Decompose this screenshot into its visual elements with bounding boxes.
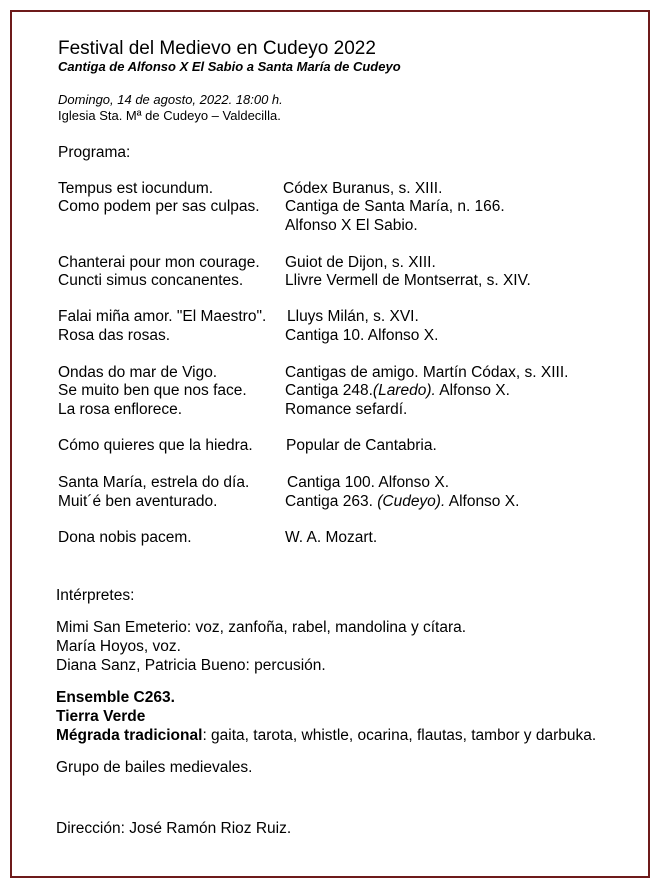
program-work: Cómo quieres que la hiedra. (58, 437, 253, 454)
program-source: Lluys Milán, s. XVI. (287, 308, 419, 325)
megrada-instruments: : gaita, tarota, whistle, ocarina, flautas, tambor y darbuka. (202, 727, 597, 744)
program-source-c: Alfonso X. (445, 493, 520, 510)
program-source-a: Cantiga 263. (285, 493, 378, 510)
program-source: Cantiga 10. Alfonso X. (285, 327, 439, 344)
bailes-line: Grupo de bailes medievales. (56, 759, 253, 776)
program-source (285, 382, 510, 400)
performer-line: María Hoyos, voz. (56, 638, 181, 655)
ensemble-name: Ensemble C263. (56, 689, 175, 706)
program-source: Códex Buranus, s. XIII. (283, 180, 443, 197)
program-work: Como podem per sas culpas. (58, 198, 260, 215)
program-work: Tempus est iocundum. (58, 180, 214, 197)
program-source: Cantigas de amigo. Martín Códax, s. XIII. (285, 364, 569, 381)
megrada-name: Mégrada tradicional (56, 727, 203, 744)
program-source: Romance sefardí. (285, 401, 408, 418)
program-work: Chanterai pour mon courage. (58, 254, 260, 271)
performer-line: Diana Sanz, Patricia Bueno: percusión. (56, 657, 326, 674)
event-venue: Iglesia Sta. Mª de Cudeyo – Valdecilla. (58, 108, 281, 123)
program-source: Popular de Cantabria. (286, 437, 437, 454)
program-source-c: Alfonso X. (435, 382, 510, 399)
page-subtitle: Cantiga de Alfonso X El Sabio a Santa María de Cudeyo (58, 59, 401, 74)
program-work: Muit´é ben aventurado. (58, 493, 218, 510)
direccion-line: Dirección: José Ramón Rioz Ruiz. (56, 820, 292, 837)
program-work: Santa María, estrela do día. (58, 474, 250, 491)
program-source-place: (Cudeyo). (377, 493, 446, 510)
program-work: La rosa enflorece. (58, 401, 183, 418)
program-source-a: Cantiga 248. (285, 382, 373, 399)
interpretes-heading: Intérpretes: (56, 587, 135, 604)
program-work: Falai miña amor. "El Maestro". (58, 308, 267, 325)
program-source: Cantiga de Santa María, n. 166. (285, 198, 505, 215)
program-source: W. A. Mozart. (285, 529, 378, 546)
program-work: Dona nobis pacem. (58, 529, 192, 546)
megrada-line (56, 727, 596, 745)
event-date: Domingo, 14 de agosto, 2022. 18:00 h. (58, 92, 283, 107)
program-source: Cantiga 100. Alfonso X. (287, 474, 450, 491)
programa-heading: Programa: (58, 144, 131, 161)
performer-line: Mimi San Emeterio: voz, zanfoña, rabel, mandolina y cítara. (56, 619, 467, 636)
program-work: Se muito ben que nos face. (58, 382, 247, 399)
program-work: Ondas do mar de Vigo. (58, 364, 218, 381)
page-title: Festival del Medievo en Cudeyo 2022 (58, 38, 376, 59)
program-work: Rosa das rosas. (58, 327, 170, 344)
program-source-place: (Laredo). (372, 382, 436, 399)
program-source: Llivre Vermell de Montserrat, s. XIV. (285, 272, 531, 289)
program-source (285, 493, 519, 511)
program-source: Alfonso X El Sabio. (285, 217, 418, 234)
program-source: Guiot de Dijon, s. XIII. (285, 254, 436, 271)
program-work: Cuncti simus concanentes. (58, 272, 244, 289)
group-name: Tierra Verde (56, 708, 146, 725)
